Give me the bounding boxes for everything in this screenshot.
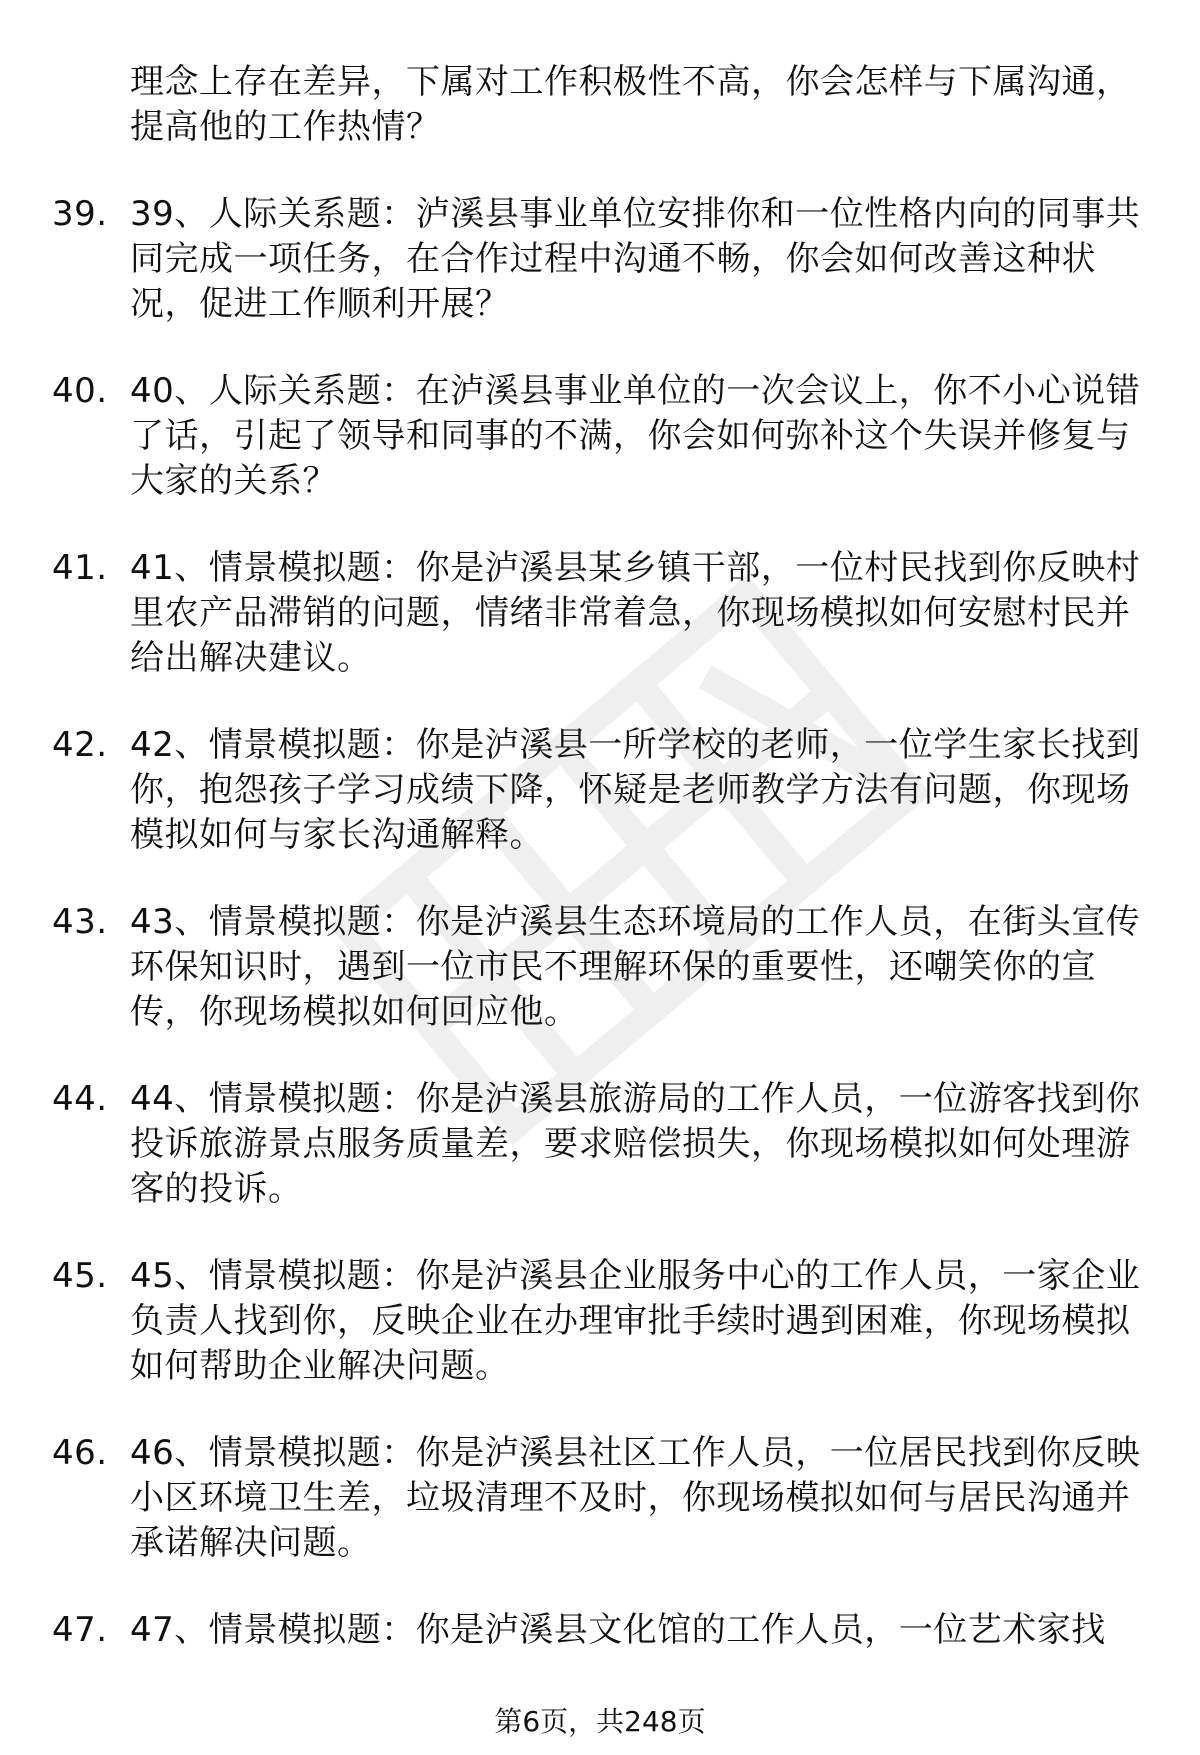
list-item <box>0 369 1145 504</box>
continued-paragraph: 理念上存在差异，下属对工作积极性不高，你会怎样与下属沟通，提高他的工作热情？ <box>130 62 1131 147</box>
list-item-text: 47、情景模拟题：你是泸溪县文化馆的工作人员，一位艺术家找 <box>130 1610 1106 1650</box>
list-item <box>0 900 1145 1035</box>
list-item-text: 44、情景模拟题：你是泸溪县旅游局的工作人员，一位游客找到你投诉旅游景点服务质量差，要求赔偿损失，你现场模拟如何处理游客的投诉。 <box>130 1079 1141 1209</box>
list-item-number: 44. <box>52 1079 108 1119</box>
list-item-number: 47. <box>52 1610 108 1650</box>
list-item-text: 41、情景模拟题：你是泸溪县某乡镇干部，一位村民找到你反映村里农产品滞销的问题，情绪非常着急，你现场模拟如何安慰村民并给出解决建议。 <box>130 548 1141 678</box>
list-item <box>0 723 1145 858</box>
list-item-number: 45. <box>52 1256 108 1296</box>
document-body <box>0 60 1200 1695</box>
list-item <box>0 1608 1145 1653</box>
list-item-number: 41. <box>52 548 108 588</box>
list-item-text: 46、情景模拟题：你是泸溪县社区工作人员，一位居民找到你反映小区环境卫生差，垃圾清理不及时，你现场模拟如何与居民沟通并承诺解决问题。 <box>130 1433 1141 1563</box>
list-item-number: 43. <box>52 902 108 942</box>
list-item-text: 39、人际关系题：泸溪县事业单位安排你和一位性格内向的同事共同完成一项任务，在合作过程中沟通不畅，你会如何改善这种状况，促进工作顺利开展？ <box>130 194 1141 324</box>
list-item <box>0 1431 1145 1566</box>
list-item-text: 45、情景模拟题：你是泸溪县企业服务中心的工作人员，一家企业负责人找到你，反映企业在办理审批手续时遇到困难，你现场模拟如何帮助企业解决问题。 <box>130 1256 1141 1386</box>
list-item-text: 43、情景模拟题：你是泸溪县生态环境局的工作人员，在街头宣传环保知识时，遇到一位市民不理解环保的重要性，还嘲笑你的宣传，你现场模拟如何回应他。 <box>130 902 1141 1032</box>
list-item <box>0 546 1145 681</box>
list-item <box>0 1077 1145 1212</box>
list-item-number: 39. <box>52 194 108 234</box>
list-item-text: 42、情景模拟题：你是泸溪县一所学校的老师，一位学生家长找到你，抱怨孩子学习成绩下降，怀疑是老师教学方法有问题，你现场模拟如何与家长沟通解释。 <box>130 725 1141 855</box>
list-item <box>0 192 1145 327</box>
list-item-number: 46. <box>52 1433 108 1473</box>
list-item-number: 40. <box>52 371 108 411</box>
list-item-text: 40、人际关系题：在泸溪县事业单位的一次会议上，你不小心说错了话，引起了领导和同事的不满，你会如何弥补这个失误并修复与大家的关系？ <box>130 371 1141 501</box>
page-footer: 第6页，共248页 <box>494 1705 706 1738</box>
list-item-number: 42. <box>52 725 108 765</box>
list-item <box>0 1254 1145 1389</box>
